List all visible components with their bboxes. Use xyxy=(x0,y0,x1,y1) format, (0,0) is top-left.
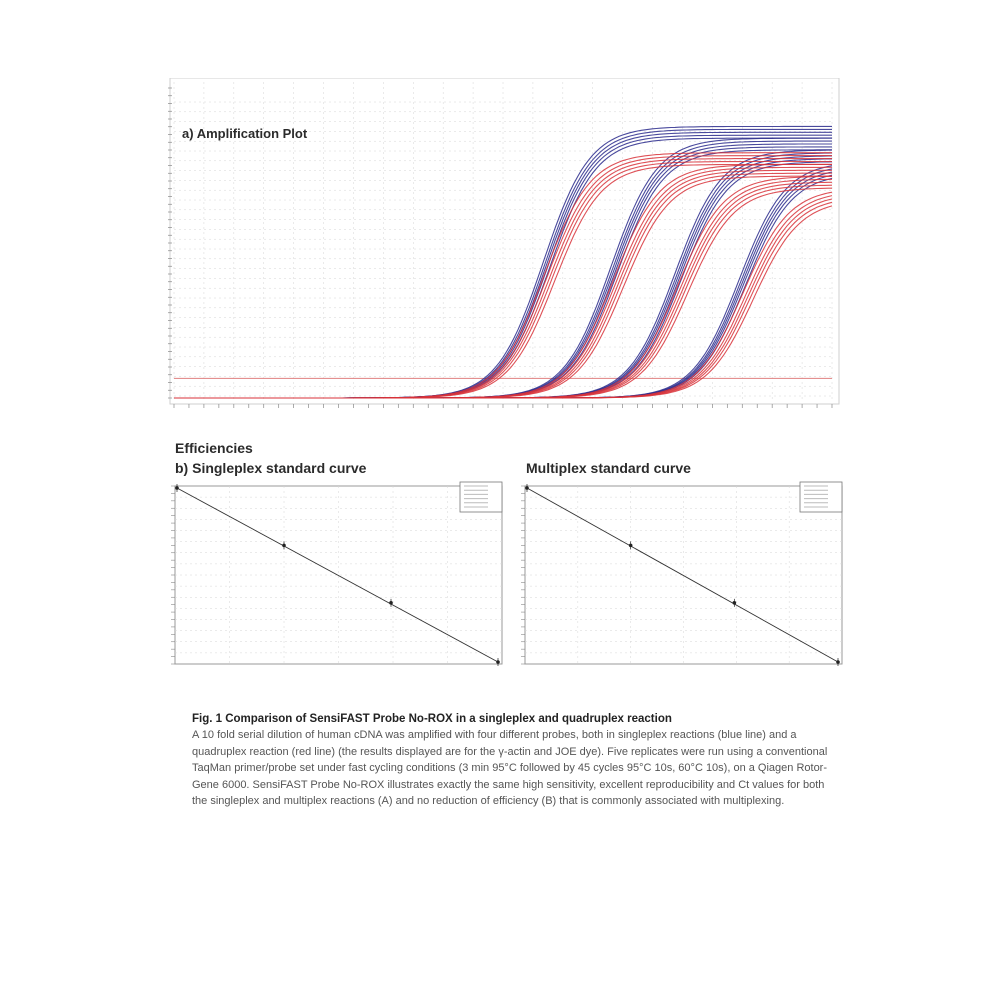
amplification-plot-title: a) Amplification Plot xyxy=(182,126,308,141)
singleplex-standard-curve xyxy=(165,478,510,678)
efficiencies-heading: Efficiencies xyxy=(175,440,253,456)
caption-body: A 10 fold serial dilution of human cDNA was amplified with four different probes, both in singleplex reactions (blue line) and a quadruplex reaction (red line) (the results displayed are for the γ-actin and JOE dye). Five replicates were run using a conventional TaqMan primer/probe set under fast cycling conditions (3 min 95°C followed by 45 cycles 95°C 10s, 60°C 10s), on a Qiagen Rotor-Gene 6000. SensiFAST Probe No-ROX illustrates exactly the same high sensitivity, excellent reproducibility and Ct values for both the singleplex and multiplex reactions (A) and no reduction of efficiency (B) that is commonly associated with multiplexing. xyxy=(192,729,828,808)
caption-title: Fig. 1 Comparison of SensiFAST Probe No-ROX in a singleplex and quadruplex reaction xyxy=(192,713,672,725)
singleplex-curve-title: b) Singleplex standard curve xyxy=(175,460,367,476)
amplification-plot-panel xyxy=(160,78,842,416)
multiplex-curve-title: Multiplex standard curve xyxy=(526,460,691,476)
singleplex-standard-curve-panel xyxy=(165,478,510,678)
multiplex-standard-curve-panel xyxy=(515,478,850,678)
multiplex-standard-curve xyxy=(515,478,850,678)
figure-caption xyxy=(192,713,842,810)
